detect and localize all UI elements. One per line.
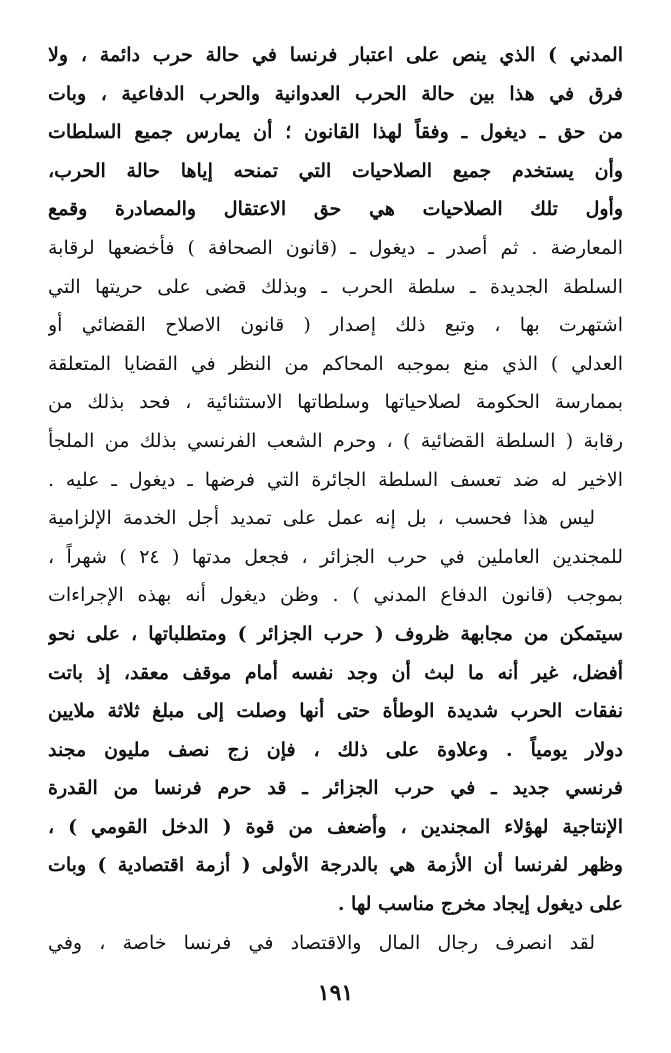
text-line: وأول تلك الصلاحيات هي حق الاعتقال والمصادرة وقمع bbox=[48, 198, 623, 221]
text-line: رقابة ( السلطة القضائية ) ، وحرم الشعب الفرنسي بذلك من الملجأ bbox=[48, 429, 623, 452]
text-line: بموجب (قانون الدفاع المدني ) . وظن ديغول أنه بهذه الإجراءات bbox=[48, 584, 623, 607]
text-line: العدلي ) الذي منع بموجبه المحاكم من النظر في القضايا المتعلقة bbox=[48, 352, 623, 375]
text-line: الاخير له ضد تعسف السلطة الجائرة التي فرضها ـ ديغول ـ عليه . bbox=[48, 468, 623, 491]
text-line: لقد انصرف رجال المال والاقتصاد في فرنسا خاصة ، وفي bbox=[48, 931, 595, 954]
text-line: نفقات الحرب شديدة الوطأة حتى أنها وصلت إلى مبلغ ثلاثة ملايين bbox=[48, 700, 623, 723]
page-number: ١٩١ bbox=[317, 980, 354, 1006]
text-line: وظهر لفرنسا أن الأزمة هي بالدرجة الأولى ( أزمة اقتصادية ) وبات bbox=[48, 854, 623, 877]
text-line: اشتهرت بها ، وتبع ذلك إصدار ( قانون الاصلاح القضائي أو bbox=[48, 314, 623, 337]
text-line: المدني ) الذي ينص على اعتبار فرنسا في حالة حرب دائمة ، ولا bbox=[48, 44, 623, 66]
text-line: بممارسة الحكومة لصلاحياتها وسلطاتها الاستثنائية ، فحد بذلك من bbox=[48, 391, 623, 414]
text-line: السلطة الجديدة ـ سلطة الحرب ـ وبذلك قضى على حريتها التي bbox=[48, 275, 623, 298]
text-line: دولار يومياً . وعلاوة على ذلك ، فإن زج نصف مليون مجند bbox=[48, 738, 623, 761]
body-text bbox=[48, 36, 623, 962]
text-line: أفضل، غير أنه ما لبث أن وجد نفسه أمام موقف معقد، إذ باتت bbox=[48, 661, 623, 684]
text-line: فرق في هذا بين حالة الحرب العدوانية والحرب الدفاعية ، وبات bbox=[48, 82, 623, 105]
text-line: ليس هذا فحسب ، بل إنه عمل على تمديد أجل الخدمة الإلزامية bbox=[48, 507, 595, 530]
text-line: فرنسي جديد ـ في حرب الجزائر ـ قد حرم فرنسا من القدرة bbox=[48, 777, 623, 800]
text-line: المعارضة . ثم أصدر ـ ديغول ـ (قانون الصحافة ) فأخضعها لرقابة bbox=[48, 236, 623, 259]
text-line: الإنتاجية لهؤلاء المجندين ، وأضعف من قوة ( الدخل القومي ) ، bbox=[48, 815, 623, 838]
text-line: من حق ـ ديغول ـ وفقاً لهذا القانون ؛ أن يمارس جميع السلطات bbox=[48, 121, 623, 144]
text-line: وأن يستخدم جميع الصلاحيات التي تمنحه إياها حالة الحرب، bbox=[48, 159, 623, 182]
text-line: للمجندين العاملين في حرب الجزائر ، فجعل مدتها ( ٢٤ ) شهراً ، bbox=[48, 545, 623, 568]
text-line: سيتمكن من مجابهة ظروف ( حرب الجزائر ) ومتطلباتها ، على نحو bbox=[48, 622, 623, 645]
text-line: على ديغول إيجاد مخرج مناسب لها . bbox=[337, 893, 623, 916]
